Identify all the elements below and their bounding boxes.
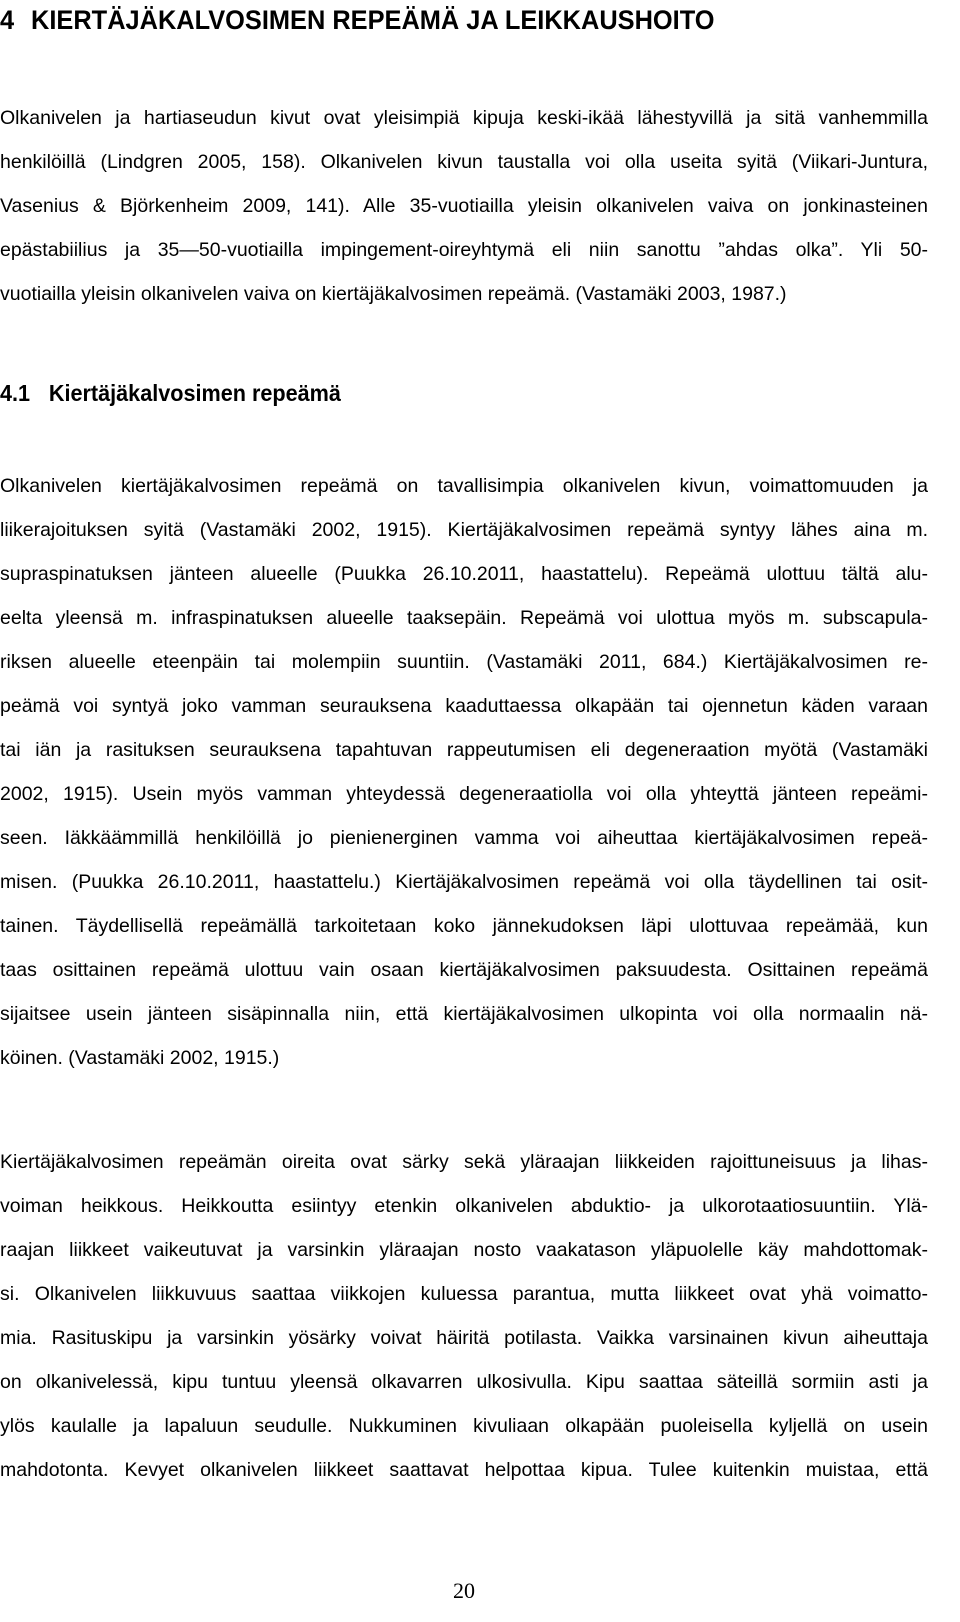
paragraph-line: supraspinatuksen jänteen alueelle (Puukka 26.10.2011, haastattelu). Repeämä ulottuu tältä alu- [0,563,928,585]
paragraph-line: mahdotonta. Kevyet olkanivelen liikkeet saattavat helpottaa kipua. Tulee kuitenkin muistaa, että [0,1459,928,1481]
paragraph-line: tainen. Täydellisellä repeämällä tarkoitetaan koko jännekudoksen läpi ulottuvaa repeämää, kun [0,915,928,937]
paragraph-line: vuotiailla yleisin olkanivelen vaiva on kiertäjäkalvosimen repeämä. (Vastamäki 2003, 1987.) [0,283,787,305]
paragraph-line: on olkanivelessä, kipu tuntuu yleensä olkavarren ulkosivulla. Kipu saattaa säteillä sormiin asti ja [0,1371,928,1393]
paragraph-line: taas osittainen repeämä ulottuu vain osaan kiertäjäkalvosimen paksuudesta. Osittainen repeämä [0,959,928,981]
paragraph-line: raajan liikkeet vaikeutuvat ja varsinkin yläraajan nosto vaakatason yläpuolelle käy mahdottomak- [0,1239,928,1261]
paragraph-line: henkilöillä (Lindgren 2005, 158). Olkanivelen kivun taustalla voi olla useita syitä (Viikari-Juntura, [0,151,928,173]
paragraph-line: sijaitsee usein jänteen sisäpinnalla niin, että kiertäjäkalvosimen ulkopinta voi olla normaalin nä- [0,1003,928,1025]
paragraph-line: Vasenius & Björkenheim 2009, 141). Alle 35-vuotiailla yleisin olkanivelen vaiva on jonkinasteinen [0,195,928,217]
paragraph-line: peämä voi syntyä joko vamman seurauksena kaaduttaessa olkapään tai ojennetun käden varaan [0,695,928,717]
section-paragraph-1 [0,464,928,1080]
paragraph-line: epästabiilius ja 35—50-vuotiailla impingement-oireyhtymä eli niin sanottu ”ahdas olka”. Yli 50- [0,239,928,261]
page-number: 20 [453,1578,475,1603]
chapter-title: KIERTÄJÄKALVOSIMEN REPEÄMÄ JA LEIKKAUSHOITO [31,5,715,35]
chapter-number: 4 [0,5,15,35]
paragraph-line: seen. Iäkkäämmillä henkilöillä jo pienienerginen vamma voi aiheuttaa kiertäjäkalvosimen repeä- [0,827,928,849]
paragraph-line: liikerajoituksen syitä (Vastamäki 2002, 1915). Kiertäjäkalvosimen repeämä syntyy lähes aina m. [0,519,928,541]
paragraph-line: voiman heikkous. Heikkoutta esiintyy etenkin olkanivelen abduktio- ja ulkorotaatiosuuntiin. Ylä- [0,1195,928,1217]
paragraph-line: Olkanivelen kiertäjäkalvosimen repeämä on tavallisimpia olkanivelen kivun, voimattomuuden ja [0,475,928,497]
paragraph-line: Olkanivelen ja hartiaseudun kivut ovat yleisimpiä kipuja keski-ikää lähestyvillä ja sitä vanhemmilla [0,107,928,129]
intro-paragraph [0,96,928,316]
paragraph-line: eelta yleensä m. infraspinatuksen alueelle taaksepäin. Repeämä voi ulottua myös m. subscapula- [0,607,928,629]
paragraph-line: misen. (Puukka 26.10.2011, haastattelu.) Kiertäjäkalvosimen repeämä voi olla täydellinen tai osit- [0,871,928,893]
section-paragraph-2 [0,1140,928,1492]
paragraph-line: riksen alueelle eteenpäin tai molempiin suuntiin. (Vastamäki 2011, 684.) Kiertäjäkalvosimen re- [0,651,928,673]
paragraph-line: mia. Rasituskipu ja varsinkin yösärky voivat häiritä potilasta. Vaikka varsinainen kivun aiheuttaja [0,1327,928,1349]
paragraph-line: ylös kaulalle ja lapaluun seudulle. Nukkuminen kivuliaan olkapään puoleisella kyljellä on usein [0,1415,928,1437]
paragraph-line: si. Olkanivelen liikkuvuus saattaa viikkojen kuluessa parantua, mutta liikkeet ovat yhä voimatto- [0,1283,928,1305]
chapter-heading [0,2,893,38]
paragraph-line: tai iän ja rasituksen seurauksena tapahtuvan rappeutumisen eli degeneraation myötä (Vastamäki [0,739,928,761]
section-heading [0,378,893,408]
section-title: Kiertäjäkalvosimen repeämä [48,380,341,406]
paragraph-line: köinen. (Vastamäki 2002, 1915.) [0,1047,280,1069]
paragraph-line: 2002, 1915). Usein myös vamman yhteydessä degeneraatiolla voi olla yhteyttä jänteen repeämi- [0,783,928,805]
paragraph-line: Kiertäjäkalvosimen repeämän oireita ovat särky sekä yläraajan liikkeiden rajoittuneisuus ja lihas- [0,1151,928,1173]
section-number: 4.1 [0,380,31,406]
